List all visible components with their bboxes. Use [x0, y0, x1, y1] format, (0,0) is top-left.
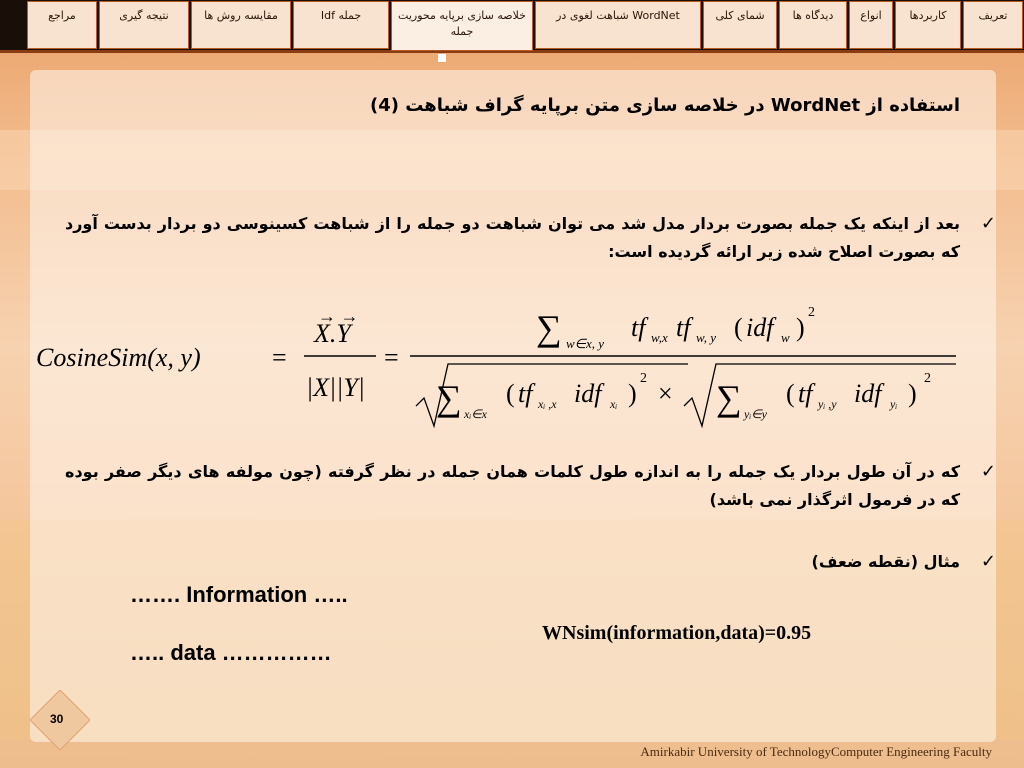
example-line-1: ……. Information ….. [130, 582, 348, 607]
nav-item-idf-sentence[interactable]: Idf جمله [293, 1, 389, 49]
svg-text:idf: idf [574, 379, 602, 408]
svg-text:): ) [908, 379, 917, 408]
formula-equals-1: = [272, 343, 287, 372]
nav-item-definition[interactable]: تعریف [963, 1, 1023, 49]
svg-text:(: ( [506, 379, 515, 408]
checkmark-icon: ✓ [980, 551, 996, 572]
svg-text:yᵢ∈y: yᵢ∈y [744, 407, 768, 421]
svg-text:w,x: w,x [651, 330, 668, 345]
nav-item-applications[interactable]: کاربردها [895, 1, 961, 49]
svg-text:w, y: w, y [696, 330, 716, 345]
nav-item-wordnet-similarity[interactable]: شباهت لغوی در WordNet [535, 1, 701, 49]
formula-lhs: CosineSim(x, y) [36, 343, 201, 372]
bullet-2-text: که در آن طول بردار یک جمله را به اندازه طول کلمات همان جمله در نظر گرفته (چون مولفه های دیگر صفر بوده که در فرمول اثرگذار نمی باشد) [65, 462, 960, 509]
nav-item-viewpoints[interactable]: دیدگاه ها [779, 1, 847, 49]
checkmark-icon: ✓ [980, 461, 996, 482]
svg-text:∑: ∑ [436, 378, 462, 418]
svg-text:tf: tf [518, 379, 533, 408]
slide-title: استفاده از WordNet در خلاصه سازی متن برپایه گراف شباهت (4) [369, 95, 960, 116]
svg-text:→ →: → → [318, 306, 359, 326]
svg-text:xᵢ: xᵢ [610, 397, 618, 411]
svg-text:2: 2 [924, 371, 931, 386]
svg-text:yᵢ ,y: yᵢ ,y [818, 397, 837, 411]
footer-text: Amirkabir University of TechnologyComputer Engineering Faculty [640, 744, 992, 759]
svg-text:yᵢ: yᵢ [890, 397, 898, 411]
svg-text:xᵢ ,x: xᵢ ,x [538, 397, 557, 411]
svg-text:w: w [781, 330, 790, 345]
nav-item-types[interactable]: انواع [849, 1, 893, 49]
svg-text:(: ( [786, 379, 795, 408]
svg-text:∑: ∑ [536, 308, 562, 348]
checkmark-icon: ✓ [980, 213, 996, 234]
bullet-1-text: بعد از اینکه یک جمله بصورت بردار مدل شد می توان شباهت دو جمله را از شباهت کسینوسی دو بردار بدست آورد که بصورت اصلاح شده زیر ارائه گردیده است: [65, 214, 960, 261]
nav-item-overview[interactable]: شمای کلی [703, 1, 777, 49]
wnsim-result: WNsim(information,data)=0.95 [542, 622, 812, 644]
bullet-2 [65, 458, 996, 514]
svg-text:2: 2 [808, 305, 815, 320]
svg-text:2: 2 [640, 371, 647, 386]
svg-text:idf: idf [854, 379, 882, 408]
page-number: 30 [50, 712, 64, 726]
svg-text:X.Y: X.Y [314, 319, 351, 348]
svg-text:): ) [796, 313, 805, 342]
bullet-1 [65, 210, 996, 266]
svg-text:tf: tf [798, 379, 813, 408]
bullet-3-text: مثال (نقطه ضعف) [811, 552, 960, 571]
svg-text:): ) [628, 379, 637, 408]
nav-item-conclusion[interactable]: نتیجه گیری [99, 1, 189, 49]
svg-text:(: ( [734, 313, 743, 342]
svg-text:tf: tf [631, 313, 646, 342]
svg-text:xᵢ∈x: xᵢ∈x [464, 407, 488, 421]
nav-item-references[interactable]: مراجع [27, 1, 97, 49]
nav-indicator [438, 54, 446, 62]
svg-text:idf: idf [746, 313, 774, 342]
svg-text:|X||Y|: |X||Y| [306, 373, 365, 402]
formula-equals-2: = [384, 343, 399, 372]
svg-text:∑: ∑ [716, 378, 742, 418]
cosine-similarity-formula [36, 298, 966, 438]
svg-text:×: × [658, 379, 673, 408]
navigation-bar [0, 0, 1024, 53]
example-line-2: ….. data …………… [130, 640, 332, 665]
nav-item-method-comparison[interactable]: مقایسه روش ها [191, 1, 291, 49]
bullet-3 [65, 548, 996, 576]
svg-text:tf: tf [676, 313, 691, 342]
svg-text:w∈x, y: w∈x, y [566, 336, 605, 351]
nav-item-centrality-summarization[interactable]: خلاصه سازی برپایه محوریت جمله [391, 1, 533, 51]
